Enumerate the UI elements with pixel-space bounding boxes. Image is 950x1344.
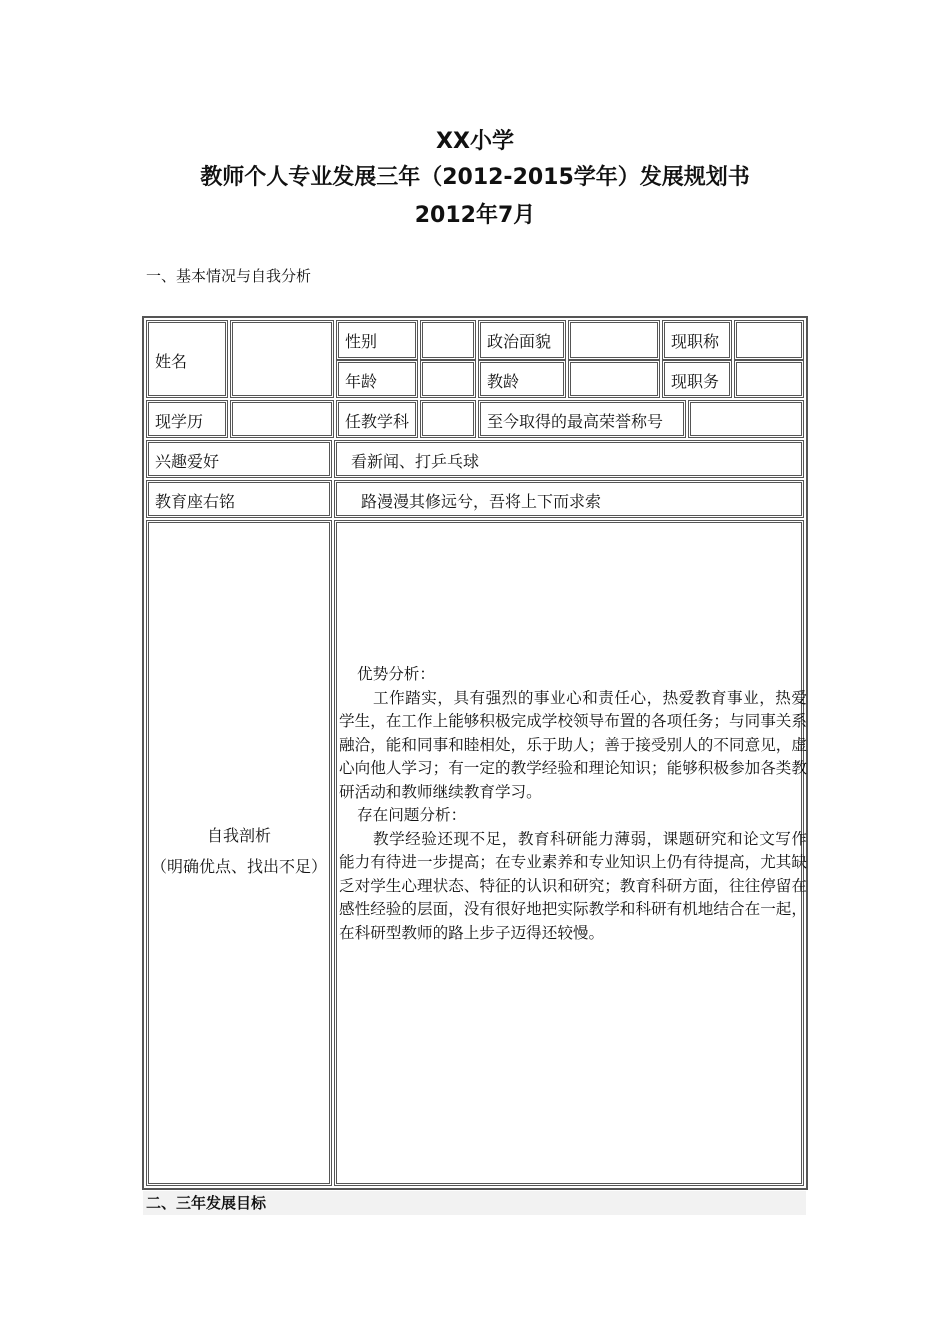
info-table bbox=[142, 316, 808, 1190]
hobby-label-cell bbox=[146, 440, 332, 478]
hobby-value-cell bbox=[334, 440, 804, 478]
education-value-cell bbox=[230, 400, 334, 438]
political-value-cell bbox=[568, 320, 660, 360]
gender-label: 性别 bbox=[345, 332, 378, 351]
teaching-years-value-cell bbox=[568, 360, 660, 398]
position-label-cell bbox=[662, 360, 732, 398]
name-value-cell bbox=[230, 320, 334, 398]
gender-value-cell bbox=[420, 320, 476, 360]
motto-label-cell bbox=[146, 480, 332, 518]
honor-label-cell bbox=[478, 400, 686, 438]
age-value-cell bbox=[420, 360, 476, 398]
strength-title: 优势分析： bbox=[357, 665, 435, 683]
self-analysis-label-cell bbox=[146, 520, 332, 1186]
name-label: 姓名 bbox=[155, 352, 188, 371]
problem-title: 存在问题分析： bbox=[357, 806, 467, 824]
self-analysis-label: 自我剖析 bbox=[206, 826, 271, 845]
self-analysis-content-cell bbox=[334, 520, 807, 1186]
age-label: 年龄 bbox=[345, 372, 378, 391]
title-label: 现职称 bbox=[671, 332, 720, 351]
hobby-label: 兴趣爱好 bbox=[155, 452, 220, 471]
motto-value-cell bbox=[334, 480, 804, 518]
gender-label-cell bbox=[336, 320, 418, 360]
document-date: 2012年7月 bbox=[414, 203, 536, 228]
subject-label-cell bbox=[336, 400, 418, 438]
education-label-cell bbox=[146, 400, 228, 438]
title-label-cell bbox=[662, 320, 732, 360]
name-label-cell bbox=[146, 320, 228, 398]
motto-value: 路漫漫其修远兮，吾将上下而求索 bbox=[361, 492, 602, 511]
position-value-cell bbox=[734, 360, 804, 398]
age-label-cell bbox=[336, 360, 418, 398]
section-heading-goals: 二、三年发展目标 bbox=[143, 1191, 806, 1215]
teaching-years-label-cell bbox=[478, 360, 566, 398]
honor-label: 至今取得的最高荣誉称号 bbox=[487, 412, 664, 431]
school-name: XX小学 bbox=[436, 129, 514, 154]
self-analysis-sublabel: （明确优点、找出不足） bbox=[150, 857, 327, 876]
subject-label: 任教学科 bbox=[345, 412, 410, 431]
self-analysis-text bbox=[339, 663, 807, 945]
title-value-cell bbox=[734, 320, 804, 360]
hobby-value: 看新闻、打乒乓球 bbox=[351, 452, 480, 471]
problem-text: 教学经验还现不足，教育科研能力薄弱，课题研究和论文写作能力有待进一步提高；在专业素养和专业知识上仍有待提高，尤其缺乏对学生心理状态、特征的认识和研究；教育科研方面，往往停留在感性经验的层面，没有很好地把实际教学和科研有机地结合在一起，在科研型教师的路上步子迈得还较慢。 bbox=[339, 829, 807, 942]
motto-label: 教育座右铭 bbox=[155, 492, 236, 511]
section-heading-basic-info: 一、基本情况与自我分析 bbox=[146, 267, 312, 285]
document-title: 教师个人专业发展三年（2012-2015学年）发展规划书 bbox=[200, 165, 750, 190]
honor-value-cell bbox=[688, 400, 804, 438]
strength-text: 工作踏实，具有强烈的事业心和责任心，热爱教育事业，热爱学生，在工作上能够积极完成学校领导布置的各项任务；与同事关系融洽，能和同事和睦相处，乐于助人；善于接受别人的不同意见，虚心向他人学习；有一定的教学经验和理论知识；能够积极参加各类教研活动和教师继续教育学习。 bbox=[339, 688, 807, 801]
subject-value-cell bbox=[420, 400, 476, 438]
teaching-years-label: 教龄 bbox=[487, 372, 520, 391]
political-label-cell bbox=[478, 320, 566, 360]
education-label: 现学历 bbox=[155, 412, 204, 431]
position-label: 现职务 bbox=[671, 372, 720, 391]
political-label: 政治面貌 bbox=[487, 332, 552, 351]
